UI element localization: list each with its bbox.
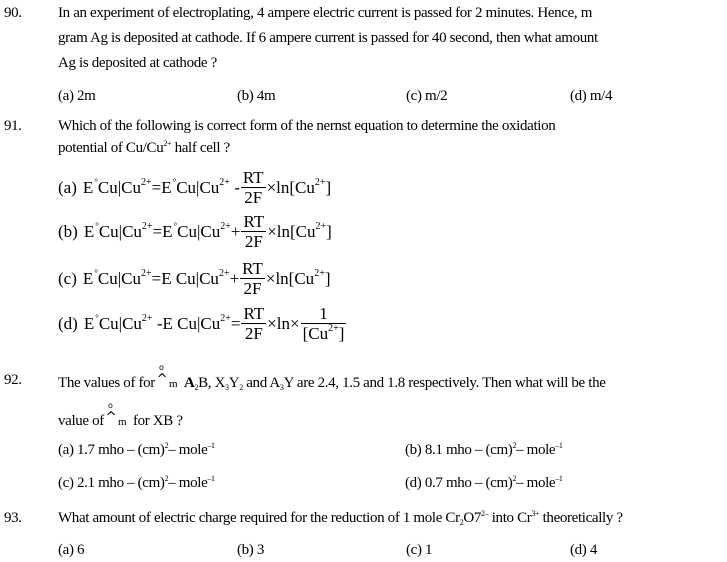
- equation-tail: ×ln×: [267, 313, 300, 333]
- option-b[interactable]: (b) 3: [237, 542, 264, 558]
- option-b[interactable]: (b) 4m: [237, 88, 276, 104]
- option-a[interactable]: [58, 168, 331, 212]
- option-a[interactable]: (a) 2m: [58, 88, 96, 104]
- option-b[interactable]: [58, 212, 332, 256]
- option-label: (b): [58, 221, 78, 241]
- question-text-line: In an experiment of electroplating, 4 ampere electric current is passed for 2 minutes. Hence, m: [58, 5, 593, 21]
- option-label: (c): [58, 268, 77, 288]
- option-d[interactable]: (d) m/4: [570, 88, 613, 104]
- option-c[interactable]: (c) 2.1 mho – (cm)$^2$– mole$^{-1}$: [58, 474, 215, 491]
- option-c[interactable]: (c) m/2: [406, 88, 448, 104]
- question-number: 92.: [4, 372, 22, 388]
- question-text-line: What amount of electric charge required for the reduction of 1 mole $Cr_2O7^{2-}$ into $Cr^{3+}$ theoretically ?: [58, 509, 623, 527]
- question-text-line: The values of for o ^ m $A_2B$, $X_3Y_2$ and $A_3Y$ are 2.4, 1.5 and 1.8 respectively. Then what will be the: [58, 363, 606, 392]
- text: potential of Cu/Cu: [58, 140, 164, 156]
- fraction-inverse-concentration: $\frac{1}{[Cu^{2+}]}$: [302, 304, 345, 343]
- option-c[interactable]: [58, 259, 331, 303]
- molar-conductivity-lambda-icon: o ^: [105, 401, 117, 425]
- question-number: 93.: [4, 510, 22, 526]
- molar-conductivity-lambda-icon: o ^: [156, 363, 168, 387]
- equation-tail: $\times\ln[Cu^{2+}]$: [265, 267, 331, 288]
- fraction: $\frac{RT}{2F}$: [243, 304, 265, 343]
- option-a[interactable]: (a) 1.7 mho – (cm)$^2$– mole$^{-1}$: [58, 441, 215, 458]
- question-text-line: [58, 140, 230, 157]
- equation-tail: $\times\ln[Cu^{2+}]$: [267, 220, 332, 241]
- question-number: 90.: [4, 5, 22, 21]
- question-text-line: value of o ^ m for XB ?: [58, 401, 183, 429]
- equation: $E^\circ Cu|Cu^{2+}$ -E $Cu|Cu^{2+}=$: [83, 312, 241, 333]
- option-a[interactable]: (a) 6: [58, 542, 85, 558]
- option-label: (d): [58, 313, 78, 333]
- text: half cell ?: [171, 140, 230, 156]
- question-text-line: Which of the following is correct form of the nernst equation to determine the oxidation: [58, 118, 556, 134]
- equation: $E^\circ Cu|Cu^{2+}=E^\circ Cu|Cu^{2+}$ -: [82, 176, 240, 197]
- option-b[interactable]: (b) 8.1 mho – (cm)$^2$– mole$^{-1}$: [405, 441, 563, 458]
- fraction: $\frac{RT}{2F}$: [243, 212, 265, 251]
- option-d[interactable]: (d) 4: [570, 542, 597, 558]
- option-label: (a): [58, 177, 77, 197]
- fraction: $\frac{RT}{2F}$: [242, 168, 264, 207]
- superscript: 2+: [163, 139, 172, 148]
- equation: $E^\circ Cu|Cu^{2+}=E$ $Cu|Cu^{2+}+$: [82, 267, 240, 288]
- equation: $E^\circ Cu|Cu^{2+}=E^\circ Cu|Cu^{2+}+$: [83, 220, 241, 241]
- option-d[interactable]: [58, 304, 347, 348]
- question-number: 91.: [4, 118, 22, 134]
- equation-tail: $\times\ln[Cu^{2+}]$: [266, 176, 332, 197]
- question-text-line: gram Ag is deposited at cathode. If 6 ampere current is passed for 40 second, then what amount: [58, 30, 598, 46]
- option-c[interactable]: (c) 1: [406, 542, 433, 558]
- fraction: $\frac{RT}{2F}$: [242, 259, 263, 298]
- question-text-line: Ag is deposited at cathode ?: [58, 55, 217, 71]
- option-d[interactable]: (d) 0.7 mho – (cm)$^2$– mole$^{-1}$: [405, 474, 563, 491]
